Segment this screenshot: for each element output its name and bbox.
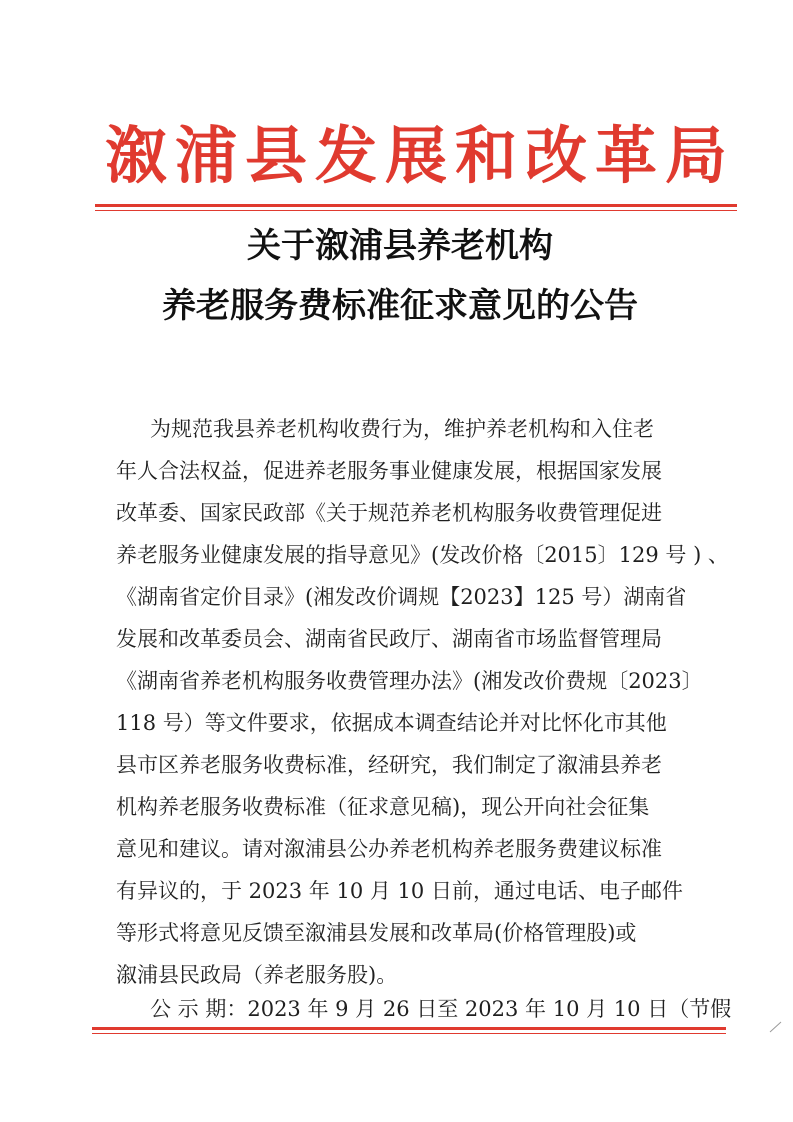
body-line-5: 《湖南省定价目录》(湘发改价调规【2023】125 号）湖南省 [116,585,687,609]
body-line-15: 公 示 期：2023 年 9 月 26 日至 2023 年 10 月 10 日（节假 [150,997,732,1021]
body-line-10: 机构养老服务收费标准（征求意见稿)，现公开向社会征集 [116,795,650,819]
header-divider-thin [95,210,737,211]
body-line-11: 意见和建议。请对溆浦县公办养老机构养老服务费建议标准 [116,837,662,861]
scan-mark-icon [769,1020,783,1034]
notice-title-line-2: 养老服务费标准征求意见的公告 [162,286,638,326]
body-line-6: 发展和改革委员会、湖南省民政厅、湖南省市场监督管理局 [116,627,662,651]
body-line-1: 为规范我县养老机构收费行为，维护养老机构和入住老 [150,417,654,441]
notice-title-line-1: 关于溆浦县养老机构 [247,226,553,266]
body-line-14: 溆浦县民政局（养老服务股)。 [116,963,398,987]
org-header-title: 溆浦县发展和改革局 [105,118,736,192]
body-line-2: 年人合法权益，促进养老服务事业健康发展，根据国家发展 [116,459,662,483]
body-line-13: 等形式将意见反馈至溆浦县发展和改革局(价格管理股)或 [116,921,637,945]
body-line-4: 养老服务业健康发展的指导意见》(发改价格〔2015〕129 号 ) 、 [116,543,729,567]
body-line-8: 118 号）等文件要求，依据成本调查结论并对比怀化市其他 [116,711,667,735]
body-line-3: 改革委、国家民政部《关于规范养老机构服务收费管理促进 [116,501,662,525]
footer-divider-thick [92,1027,726,1030]
body-line-12: 有异议的，于 2023 年 10 月 10 日前，通过电话、电子邮件 [116,879,683,903]
body-line-9: 县市区养老服务收费标准，经研究，我们制定了溆浦县养老 [116,753,662,777]
header-divider-thick [95,204,737,207]
body-line-7: 《湖南省养老机构服务收费管理办法》(湘发改价费规〔2023〕 [116,669,703,693]
footer-divider-thin [92,1033,726,1034]
